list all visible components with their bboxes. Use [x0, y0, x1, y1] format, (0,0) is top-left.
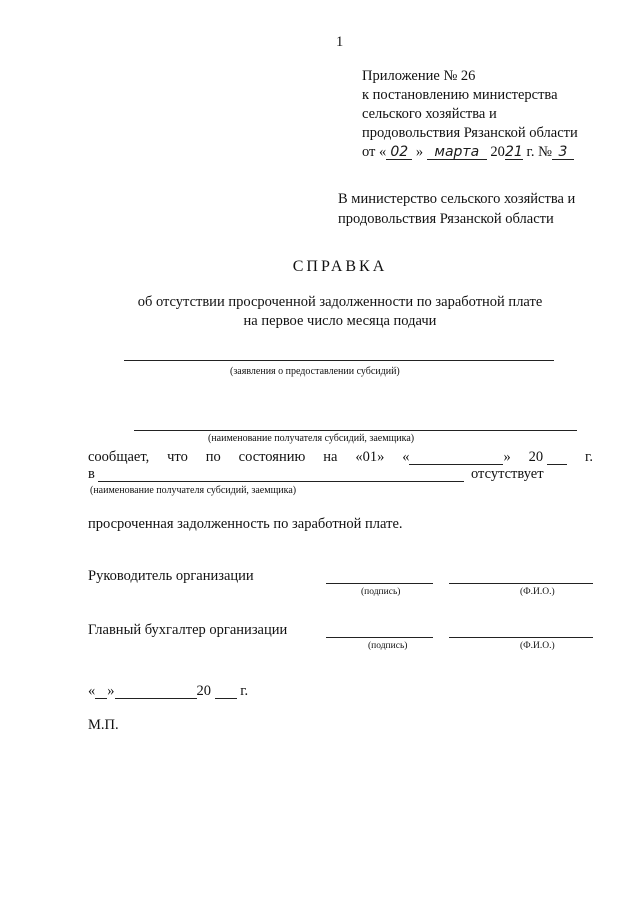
blank-line-in	[98, 481, 464, 482]
accountant-signature-caption: (подпись)	[368, 641, 408, 651]
statement-year-suffix: г.	[585, 449, 593, 465]
head-name-caption: (Ф.И.О.)	[520, 587, 555, 597]
statement-word: по	[205, 449, 221, 465]
addressee-block	[338, 189, 575, 229]
addressee-line-2: продовольствия Рязанской области	[338, 211, 554, 227]
handwritten-number: 3	[552, 145, 574, 160]
statement-word: на	[323, 449, 338, 465]
statement-word: что	[167, 449, 188, 465]
handwritten-day: 02	[386, 145, 412, 160]
subtitle-line-1: об отсутствии просроченной задолженности по заработной плате	[137, 294, 543, 310]
statement-day: «01»	[355, 449, 385, 465]
accountant-name-caption: (Ф.И.О.)	[520, 641, 555, 651]
head-label: Руководитель организации	[88, 568, 254, 584]
blank-date-day	[95, 684, 107, 699]
number-prefix: г. №	[526, 144, 552, 160]
blank-line-application	[124, 360, 554, 361]
date-line	[88, 683, 248, 700]
handwritten-year: 21	[504, 144, 523, 160]
caption-recipient-2: (наименование получателя субсидий, заемщика)	[90, 485, 297, 496]
statement-word: сообщает,	[88, 449, 150, 465]
stamp-place: М.П.	[88, 717, 119, 733]
page-number: 1	[336, 34, 344, 50]
in-suffix: отсутствует	[471, 466, 544, 482]
date-mid: »	[415, 144, 424, 160]
statement-year: 20	[528, 449, 544, 465]
date-prefix: от «	[362, 144, 387, 160]
document-subtitle	[0, 293, 640, 331]
debt-statement: просроченная задолженность по заработной плате.	[88, 516, 403, 532]
statement-line	[88, 449, 593, 466]
appendix-date-line	[362, 143, 578, 162]
date-quote-open: «	[88, 683, 96, 699]
handwritten-month: марта	[427, 145, 487, 160]
appendix-line-1: Приложение № 26	[362, 68, 476, 84]
date-year: 20	[196, 683, 211, 699]
document-title: СПРАВКА	[292, 258, 388, 275]
accountant-name-line	[449, 637, 593, 638]
quote-close: »	[503, 449, 511, 465]
appendix-line-3: сельского хозяйства и	[362, 106, 497, 122]
subtitle-line-2: на первое число месяца подачи	[243, 313, 437, 329]
quote-open: «	[402, 449, 410, 465]
in-prefix: в	[88, 466, 95, 482]
blank-month	[409, 450, 503, 465]
caption-application: (заявления о предоставлении субсидий)	[230, 366, 400, 377]
blank-date-month	[115, 684, 197, 699]
appendix-line-2: к постановлению министерства	[362, 87, 558, 103]
statement-year-field	[529, 449, 568, 466]
date-quote-close: »	[107, 683, 115, 699]
head-signature-line	[326, 583, 433, 584]
statement-month-field	[402, 449, 511, 466]
accountant-signature-line	[326, 637, 433, 638]
blank-date-year	[215, 684, 237, 699]
appendix-line-4: продовольствия Рязанской области	[362, 125, 578, 141]
year-prefix: 20	[490, 144, 505, 160]
date-suffix: г.	[240, 683, 249, 699]
caption-recipient: (наименование получателя субсидий, заемщика)	[208, 433, 415, 444]
blank-year	[547, 450, 567, 465]
accountant-label: Главный бухгалтер организации	[88, 622, 288, 638]
appendix-block	[362, 67, 578, 162]
blank-line-recipient	[134, 430, 577, 431]
head-signature-caption: (подпись)	[361, 587, 401, 597]
addressee-line-1: В министерство сельского хозяйства и	[338, 191, 576, 207]
head-name-line	[449, 583, 593, 584]
statement-word: состоянию	[238, 449, 306, 465]
